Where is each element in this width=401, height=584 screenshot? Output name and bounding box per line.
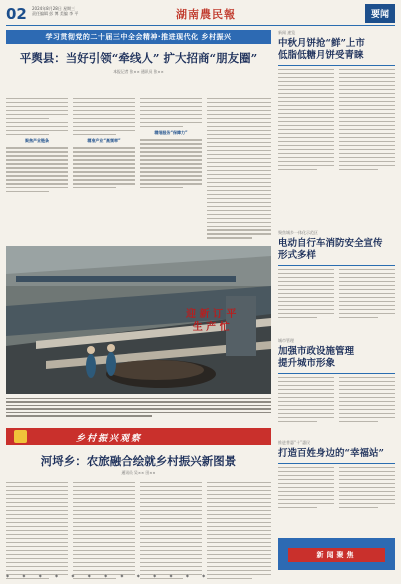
section-tag: 要闻 xyxy=(365,4,395,23)
brief-label: 推进普惠“十”惠民 xyxy=(278,440,311,445)
main-article-area xyxy=(6,30,271,475)
brief-label: 聚焦城乡一体化示范区 xyxy=(278,230,318,235)
divider xyxy=(278,65,395,66)
news-focus-box xyxy=(278,538,395,570)
article-column xyxy=(73,98,135,244)
lead-byline: 本报记者 张×× 通讯员 张×× xyxy=(113,69,164,74)
article-column xyxy=(140,482,202,584)
text-lines xyxy=(6,98,68,135)
issue-meta xyxy=(32,6,102,16)
ribbon-title: 乡村振兴观察 xyxy=(76,434,143,444)
theme-banner: 学习贯彻党的二十届三中全会精神·推进现代化 乡村振兴 xyxy=(6,30,271,44)
lead-article-body xyxy=(6,98,271,244)
page-number: 02 xyxy=(6,5,27,23)
brief-headline: 打造百姓身边的“幸福站” xyxy=(278,448,384,459)
issue-date: 2024年8月28日 星期三 xyxy=(32,6,76,11)
second-article-body xyxy=(6,482,271,584)
lead-headline: 平舆县：当好引领“牵线人” 扩大招商“朋友圈” xyxy=(19,51,258,65)
brief-headline: 电动自行车消防安全宣传 形式多样 xyxy=(278,238,383,261)
brief-label: 城市管理 xyxy=(278,338,294,343)
article-subhead: 精细服务“保障力” xyxy=(154,130,188,136)
brief-headline: 加强市政设施管理 提升城市形象 xyxy=(278,346,355,369)
divider xyxy=(278,373,395,374)
divider xyxy=(278,463,395,464)
brief-article xyxy=(278,230,395,321)
brief-article xyxy=(278,440,395,511)
ribbon-logo-icon xyxy=(14,430,27,443)
article-column xyxy=(6,98,68,244)
article-column xyxy=(6,482,68,584)
editor-credit: 责任编辑 彭 博 美编 李 平 xyxy=(32,11,79,16)
brief-article xyxy=(278,30,395,173)
photo-caption xyxy=(6,398,271,419)
news-brief-column xyxy=(278,30,395,570)
article-subhead: 精准产业“高频率” xyxy=(87,138,121,144)
factory-photo xyxy=(6,246,271,394)
article-column xyxy=(207,98,271,244)
footer-ornament: ◆ ◆ ◆ ◆ ◆ ◆ ◆ ◆ ◆ ◆ ◆ ◆ ◆ xyxy=(6,573,212,578)
masthead: 湖南農民報 xyxy=(176,8,236,21)
second-headline: 河埒乡：农旅融合绘就乡村振兴新图景 xyxy=(40,454,237,468)
article-column xyxy=(207,482,271,584)
section-ribbon xyxy=(6,428,271,445)
second-byline: 通讯员 吴×× 田×× xyxy=(121,470,156,475)
page-header xyxy=(6,4,395,26)
divider xyxy=(278,265,395,266)
article-column xyxy=(73,482,135,584)
page-footer xyxy=(6,573,395,579)
article-column xyxy=(140,98,202,244)
brief-headline: 中秋月饼抢“鲜”上市 低脂低糖月饼受青睐 xyxy=(278,38,365,61)
article-subhead: 聚焦产业链条 xyxy=(25,138,49,144)
photo-overlay-caption: 迎 新 订 平 生 产 忙 xyxy=(186,309,237,333)
news-focus-title: 新闻聚焦 xyxy=(288,548,385,562)
brief-label: 新闻 速览 xyxy=(278,30,296,35)
brief-article xyxy=(278,338,395,425)
